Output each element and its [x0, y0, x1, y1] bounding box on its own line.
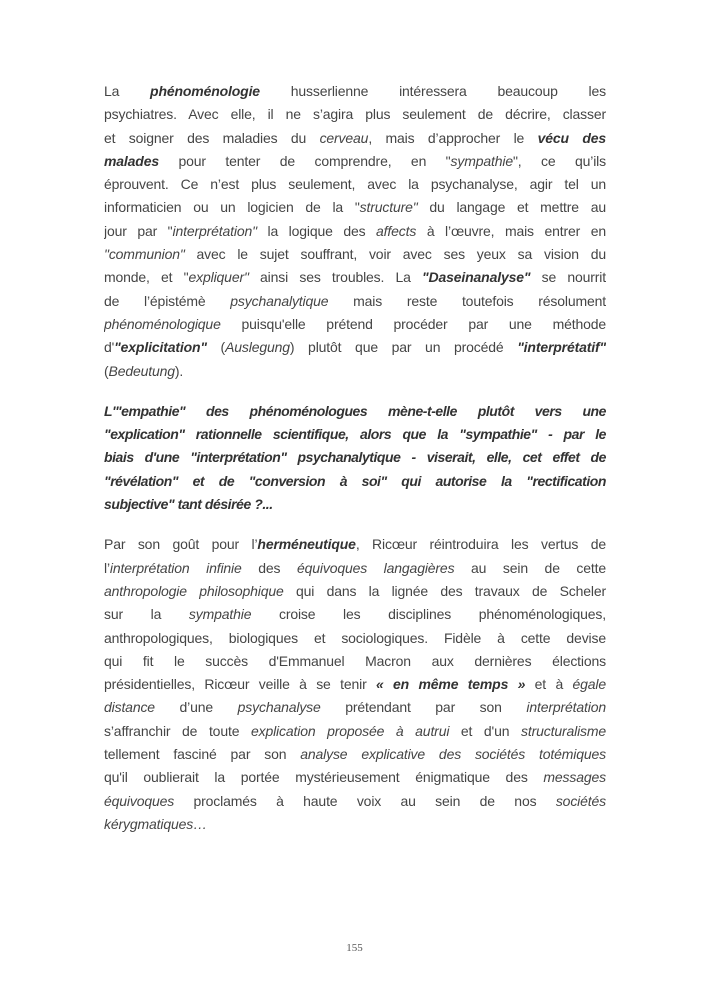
text-line	[104, 580, 606, 603]
text-line	[104, 603, 606, 626]
text-line	[104, 290, 606, 313]
text-run: prétendant par son	[320, 699, 527, 716]
italic-text-run: équivoques	[104, 792, 175, 809]
italic-text-run: kérygmatiques…	[104, 815, 207, 832]
text-line	[104, 196, 606, 219]
italic-text-run: interprétation infinie	[109, 559, 242, 576]
paragraph	[104, 80, 606, 383]
text-run: qui fit le succès d'Emmanuel Macron aux dernières élections	[104, 652, 606, 669]
text-line	[104, 266, 606, 289]
italic-text-run: structuralisme	[521, 722, 606, 739]
text-line	[104, 493, 606, 516]
bold-italic-text-run: "interprétatif"	[517, 339, 606, 356]
text-line	[104, 720, 606, 743]
text-run: monde, et "	[104, 269, 189, 286]
bold-italic-text-run: herméneutique	[257, 536, 356, 553]
bold-italic-text-run: malades	[104, 152, 159, 169]
italic-text-run: "communion"	[104, 246, 185, 263]
bold-italic-text-run: "révélation" et de "conversion à soi" qui autorise la "rectification	[104, 472, 606, 489]
text-line	[104, 423, 606, 446]
text-run: jour par "	[104, 222, 173, 239]
italic-text-run: interprétation"	[172, 222, 257, 239]
text-line	[104, 243, 606, 266]
bold-italic-text-run: « en même temps »	[375, 676, 526, 693]
italic-text-run: Bedeutung	[108, 362, 175, 379]
italic-text-run: égale	[572, 676, 606, 693]
text-run: ainsi ses troubles. La	[248, 269, 423, 286]
text-run: ).	[174, 362, 184, 379]
bold-italic-text-run: biais d'une "interprétation" psychanalytique - viserait, elle, cet effet de	[104, 449, 606, 466]
text-run: ", ce qu’ils	[512, 152, 606, 169]
italic-text-run: interprétation	[526, 699, 606, 716]
italic-text-run: cerveau	[319, 129, 369, 146]
text-run: psychiatres. Avec elle, il ne s’agira plus seulement de décrire, classer	[104, 106, 606, 123]
text-run: pour tenter de comprendre, en "	[158, 152, 451, 169]
text-run: Par son goût pour l’	[104, 536, 258, 553]
text-line	[104, 743, 606, 766]
text-run: au sein de cette	[454, 559, 606, 576]
text-run: éprouvent. Ce n’est plus seulement, avec la psychanalyse, agir tel un	[104, 176, 606, 193]
text-run: de l’épistémè	[104, 292, 231, 309]
bold-italic-text-run: L'"empathie" des phénoménologues mène-t-elle plutôt vers une	[104, 402, 606, 419]
text-run: se nourrit	[530, 269, 606, 286]
text-run: et soigner des maladies du	[104, 129, 320, 146]
text-run: d’une	[154, 699, 238, 716]
text-run: ) plutôt que par un procédé	[289, 339, 518, 356]
text-line	[104, 313, 606, 336]
italic-text-run: structure"	[359, 199, 418, 216]
text-run: et à	[525, 676, 573, 693]
text-line	[104, 173, 606, 196]
text-run: proclamés à haute voix au sein de nos	[174, 792, 556, 809]
text-line	[104, 127, 606, 150]
page-body	[104, 80, 606, 853]
text-line	[104, 360, 606, 383]
italic-text-run: Auslegung	[225, 339, 290, 356]
text-run: à l’œuvre, mais entrer en	[416, 222, 606, 239]
text-run: l’	[104, 559, 110, 576]
text-line	[104, 557, 606, 580]
text-run: puisqu'elle prétend procéder par une méthode	[220, 315, 606, 332]
text-run: (	[104, 362, 109, 379]
bold-italic-text-run: phénoménologie	[150, 83, 260, 99]
bold-italic-text-run: "explicitation"	[114, 339, 207, 356]
text-run: s’affranchir de toute	[104, 722, 251, 739]
text-run: qui dans la lignée des travaux de Scheler	[283, 582, 606, 599]
text-line	[104, 220, 606, 243]
text-run: informaticien ou un logicien de la "	[104, 199, 360, 216]
italic-text-run: phénoménologique	[104, 315, 221, 332]
bold-italic-text-run: "explication" rationnelle scientifique, alors que la "sympathie" - par le	[104, 426, 606, 443]
italic-text-run: équivoques langagières	[296, 559, 455, 576]
text-run: avec le sujet souffrant, voir avec ses yeux sa vision du	[184, 246, 606, 263]
text-run: la logique des	[256, 222, 377, 239]
text-run: sur la	[104, 606, 189, 623]
italic-text-run: expliquer"	[188, 269, 249, 286]
text-run: des	[241, 559, 297, 576]
text-run: (	[206, 339, 226, 356]
italic-text-run: messages	[543, 769, 606, 786]
text-run: husserlienne intéressera beaucoup les	[259, 83, 606, 99]
text-run: et d'un	[449, 722, 521, 739]
text-line	[104, 80, 606, 103]
italic-text-run: sympathie	[188, 606, 252, 623]
italic-text-run: psychanalytique	[230, 292, 329, 309]
text-line	[104, 673, 606, 696]
text-line	[104, 446, 606, 469]
text-run: du langage et mettre au	[417, 199, 606, 216]
text-run: mais reste toutefois résolument	[328, 292, 606, 309]
italic-text-run: sociétés	[555, 792, 606, 809]
text-line	[104, 400, 606, 423]
text-line	[104, 627, 606, 650]
text-line	[104, 103, 606, 126]
text-line	[104, 650, 606, 673]
bold-italic-text-run: vécu des	[537, 129, 606, 146]
italic-text-run: psychanalyse	[237, 699, 321, 716]
text-run: présidentielles, Ricœur veille à se tenir	[104, 676, 376, 693]
italic-text-run: distance	[104, 699, 155, 716]
text-line	[104, 696, 606, 719]
text-line	[104, 336, 606, 359]
text-line	[104, 766, 606, 789]
italic-text-run: affects	[376, 222, 417, 239]
text-line	[104, 533, 606, 556]
quote-paragraph	[104, 400, 606, 516]
text-run: , mais d’approcher le	[368, 129, 538, 146]
italic-text-run: analyse explicative des sociétés totémiques	[300, 746, 606, 763]
text-run: , Ricœur réintroduira les vertus de	[355, 536, 606, 553]
bold-italic-text-run: subjective" tant désirée ?...	[104, 496, 273, 513]
text-run: tellement fasciné par son	[104, 746, 301, 763]
text-line	[104, 150, 606, 173]
italic-text-run: sympathie	[450, 152, 513, 169]
page-number: 155	[346, 942, 363, 954]
italic-text-run: anthropologie philosophique	[104, 582, 284, 599]
text-line	[104, 790, 606, 813]
text-run: qu'il oublierait la portée mystérieusement énigmatique des	[104, 769, 544, 786]
bold-italic-text-run: "Daseinanalyse"	[422, 269, 531, 286]
text-run: anthropologiques, biologiques et sociologiques. Fidèle à cette devise	[104, 629, 606, 646]
italic-text-run: explication proposée à autrui	[250, 722, 450, 739]
text-run: croise les disciplines phénoménologiques,	[251, 606, 606, 623]
text-run: La	[104, 83, 151, 99]
text-line	[104, 470, 606, 493]
paragraph	[104, 533, 606, 836]
text-run: d'	[104, 339, 115, 356]
text-line	[104, 813, 606, 836]
